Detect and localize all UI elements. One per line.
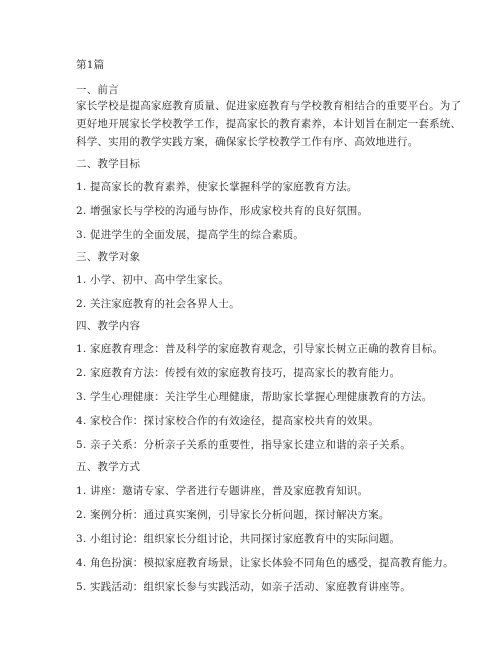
list-item-number: 5. (76, 439, 87, 451)
list-item-text: 实践活动：组织家长参与实践活动，如亲子活动、家庭教育讲座等。 (90, 581, 411, 593)
list-item-text: 案例分析：通过真实案例，引导家长分析问题，探讨解决方案。 (90, 509, 390, 521)
list-item (76, 484, 368, 498)
list-item (76, 390, 432, 404)
list-item-number: 2. (76, 509, 87, 521)
paragraph-line: 家长学校是提高家庭教育质量、促进家庭教育与学校教育相结合的重要平台。为了 (76, 100, 462, 112)
list-item-number: 2. (76, 205, 87, 217)
paragraph-line: 更好地开展家长学校教学工作，提高家长的教育素养，本计划旨在制定一套系统、 (76, 118, 462, 130)
list-item-text: 家校合作：探讨家校合作的有效途径，提高家校共育的效果。 (90, 415, 379, 427)
list-item (76, 366, 400, 380)
list-item (76, 438, 411, 452)
list-item (76, 414, 379, 428)
list-item-number: 1. (76, 485, 87, 497)
section-heading-preface: 一、前言 (76, 84, 119, 96)
list-item-text: 亲子关系：分析亲子关系的重要性，指导家长建立和谐的亲子关系。 (90, 439, 411, 451)
list-item (76, 342, 443, 356)
list-item-text: 家庭教育理念：普及科学的家庭教育观念，引导家长树立正确的教育目标。 (90, 343, 444, 355)
list-item-text: 提高家长的教育素养，使家长掌握科学的家庭教育方法。 (90, 181, 358, 193)
list-item-text: 增强家长与学校的沟通与协作，形成家校共育的良好氛围。 (90, 205, 369, 217)
list-item-number: 3. (76, 533, 87, 545)
list-item (76, 273, 229, 287)
list-item (76, 508, 390, 522)
list-item-text: 角色扮演：模拟家庭教育场景，让家长体验不同角色的感受，提高教育能力。 (90, 557, 454, 569)
list-item-text: 促进学生的全面发展，提高学生的综合素质。 (90, 229, 304, 241)
list-item (76, 180, 358, 194)
list-item-number: 3. (76, 391, 87, 403)
section-heading-audience: 三、教学对象 (76, 251, 141, 263)
list-item (76, 580, 411, 594)
section-heading-content: 四、教学内容 (76, 320, 141, 332)
list-item-number: 1. (76, 181, 87, 193)
list-item (76, 228, 304, 242)
list-item-number: 2. (76, 367, 87, 379)
list-item-number: 3. (76, 229, 87, 241)
list-item (76, 204, 368, 218)
list-item-text: 家庭教育方法：传授有效的家庭教育技巧，提高家长的教育能力。 (90, 367, 401, 379)
section-heading-goals: 二、教学目标 (76, 158, 141, 170)
list-item-number: 2. (76, 298, 87, 310)
list-item-text: 讲座：邀请专家、学者进行专题讲座，普及家庭教育知识。 (90, 485, 369, 497)
list-item-text: 小学、初中、高中学生家长。 (90, 274, 230, 286)
list-item-text: 小组讨论：组织家长分组讨论，共同探讨家庭教育中的实际问题。 (90, 533, 401, 545)
part-title: 第1篇 (76, 59, 105, 71)
paragraph-line: 科学、实用的教学实践方案，确保家长学校教学工作有序、高效地进行。 (76, 136, 419, 148)
list-item-number: 4. (76, 415, 87, 427)
list-item-number: 4. (76, 557, 87, 569)
list-item-number: 5. (76, 581, 87, 593)
list-item (76, 532, 400, 546)
list-item-number: 1. (76, 343, 87, 355)
list-item (76, 556, 454, 570)
list-item-text: 关注家庭教育的社会各界人士。 (90, 298, 240, 310)
section-heading-methods: 五、教学方式 (76, 461, 141, 473)
list-item-text: 学生心理健康：关注学生心理健康，帮助家长掌握心理健康教育的方法。 (90, 391, 433, 403)
list-item-number: 1. (76, 274, 87, 286)
list-item (76, 297, 240, 311)
